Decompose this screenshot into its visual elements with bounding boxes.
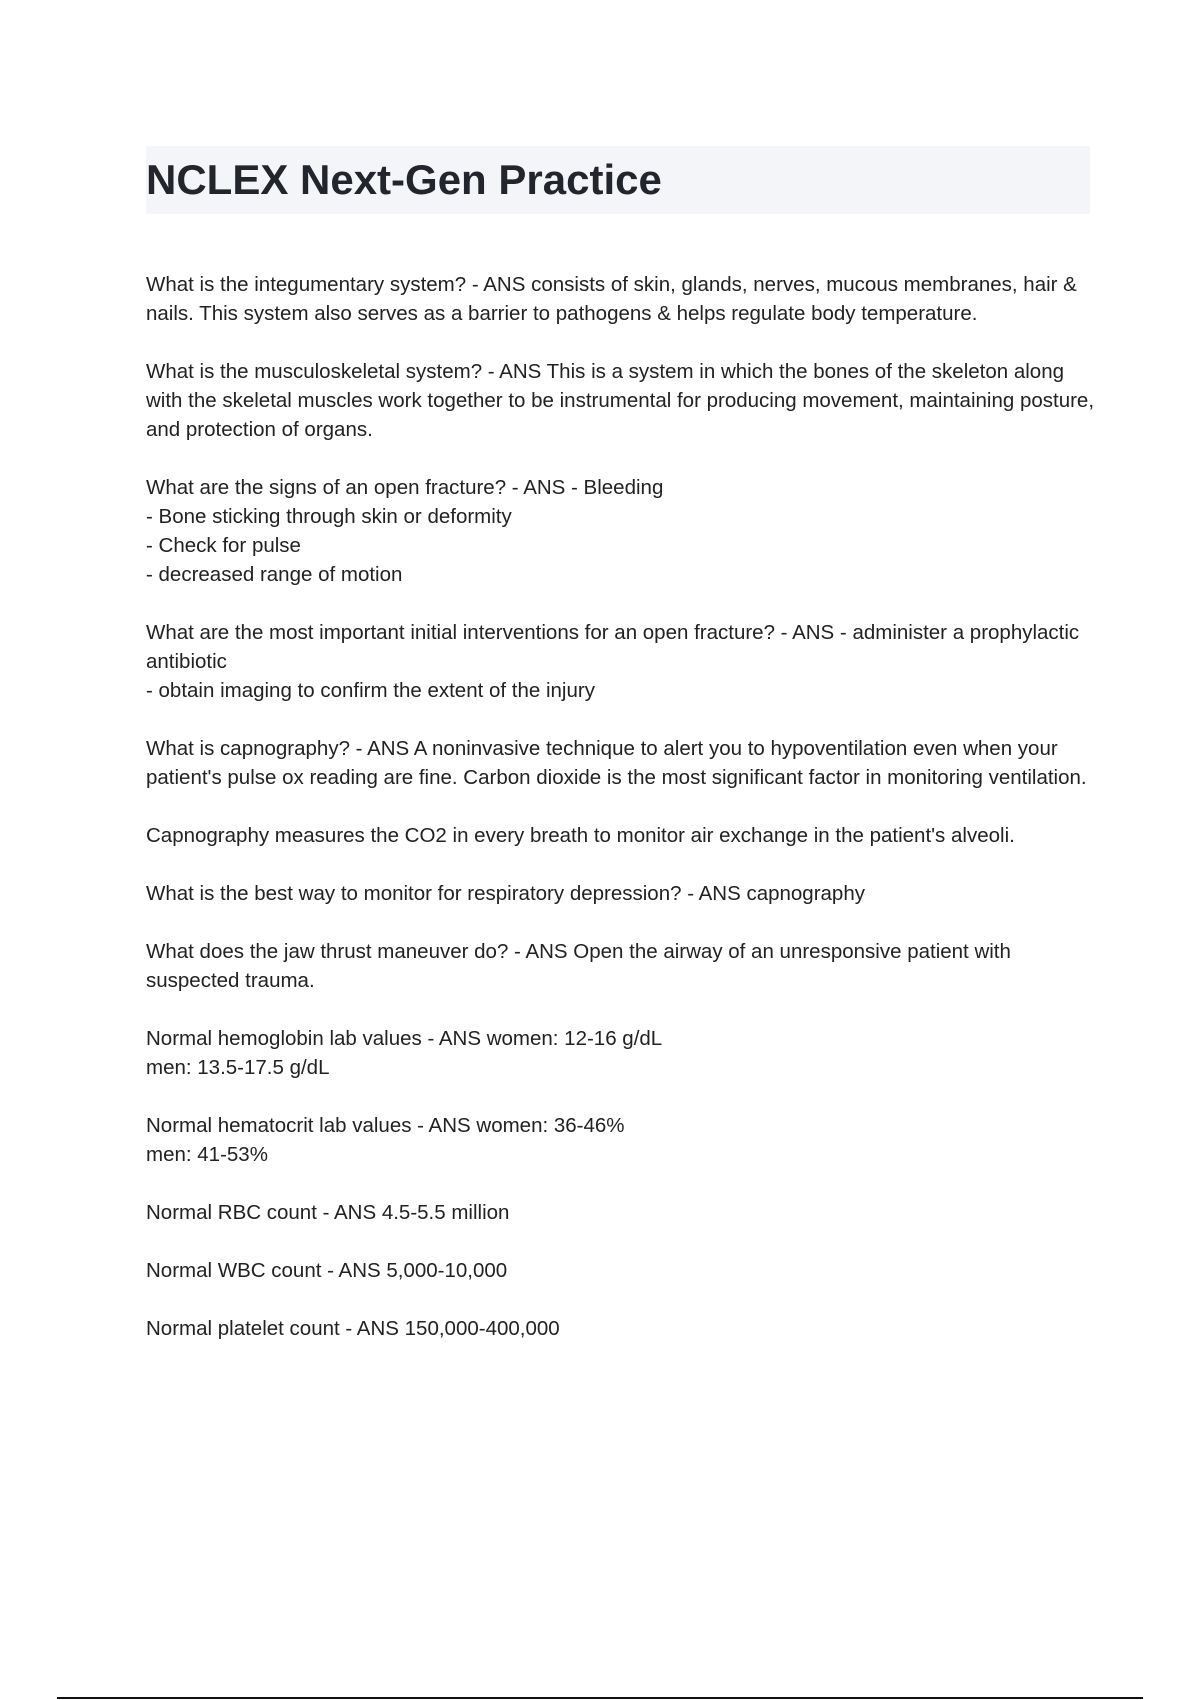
entry-line: Normal RBC count - ANS 4.5-5.5 million xyxy=(146,1201,510,1224)
entry-line: - Bone sticking through skin or deformity xyxy=(146,505,512,528)
qa-entry xyxy=(146,618,1096,705)
entry-line: Normal hemoglobin lab values - ANS women: 12-16 g/dL xyxy=(146,1027,663,1050)
qa-entry xyxy=(146,1024,1096,1082)
entry-line: men: 13.5-17.5 g/dL xyxy=(146,1056,330,1079)
footer-divider xyxy=(57,1697,1143,1699)
entry-line: Normal hematocrit lab values - ANS women: 36-46% xyxy=(146,1114,625,1137)
qa-entry xyxy=(146,357,1096,444)
qa-list xyxy=(146,270,1096,1372)
qa-entry xyxy=(146,1256,1096,1285)
entry-line: What is capnography? - ANS A noninvasive technique to alert you to hypoventilation even when your patient's pulse ox reading are fine. Carbon dioxide is the most significant factor in monitoring ventilation. xyxy=(146,737,1087,789)
entry-line: What are the signs of an open fracture? - ANS - Bleeding xyxy=(146,476,664,499)
entry-line: - obtain imaging to confirm the extent of the injury xyxy=(146,679,595,702)
entry-line: - decreased range of motion xyxy=(146,563,403,586)
entry-line: What is the best way to monitor for respiratory depression? - ANS capnography xyxy=(146,882,865,905)
entry-line: Normal platelet count - ANS 150,000-400,000 xyxy=(146,1317,560,1340)
qa-entry xyxy=(146,879,1096,908)
qa-entry xyxy=(146,937,1096,995)
qa-entry xyxy=(146,821,1096,850)
qa-entry xyxy=(146,734,1096,792)
qa-entry xyxy=(146,1314,1096,1343)
entry-line: What is the integumentary system? - ANS consists of skin, glands, nerves, mucous membranes, hair & nails. This system also serves as a barrier to pathogens & helps regulate body temperature. xyxy=(146,273,1077,325)
entry-line: What is the musculoskeletal system? - ANS This is a system in which the bones of the skeleton along with the skeletal muscles work together to be instrumental for producing movement, maintaining posture, and protection of organs. xyxy=(146,360,1095,441)
qa-entry xyxy=(146,270,1096,328)
entry-line: What are the most important initial interventions for an open fracture? - ANS - administer a prophylactic antibiotic xyxy=(146,621,1080,673)
entry-line: What does the jaw thrust maneuver do? - ANS Open the airway of an unresponsive patient with suspected trauma. xyxy=(146,940,1011,992)
qa-entry xyxy=(146,1111,1096,1169)
qa-entry xyxy=(146,1198,1096,1227)
title-banner xyxy=(146,146,1090,214)
entry-line: Capnography measures the CO2 in every breath to monitor air exchange in the patient's alveoli. xyxy=(146,824,1015,847)
entry-line: men: 41-53% xyxy=(146,1143,268,1166)
entry-line: - Check for pulse xyxy=(146,534,301,557)
page-title: NCLEX Next-Gen Practice xyxy=(146,156,662,203)
qa-entry xyxy=(146,473,1096,589)
entry-line: Normal WBC count - ANS 5,000-10,000 xyxy=(146,1259,508,1282)
